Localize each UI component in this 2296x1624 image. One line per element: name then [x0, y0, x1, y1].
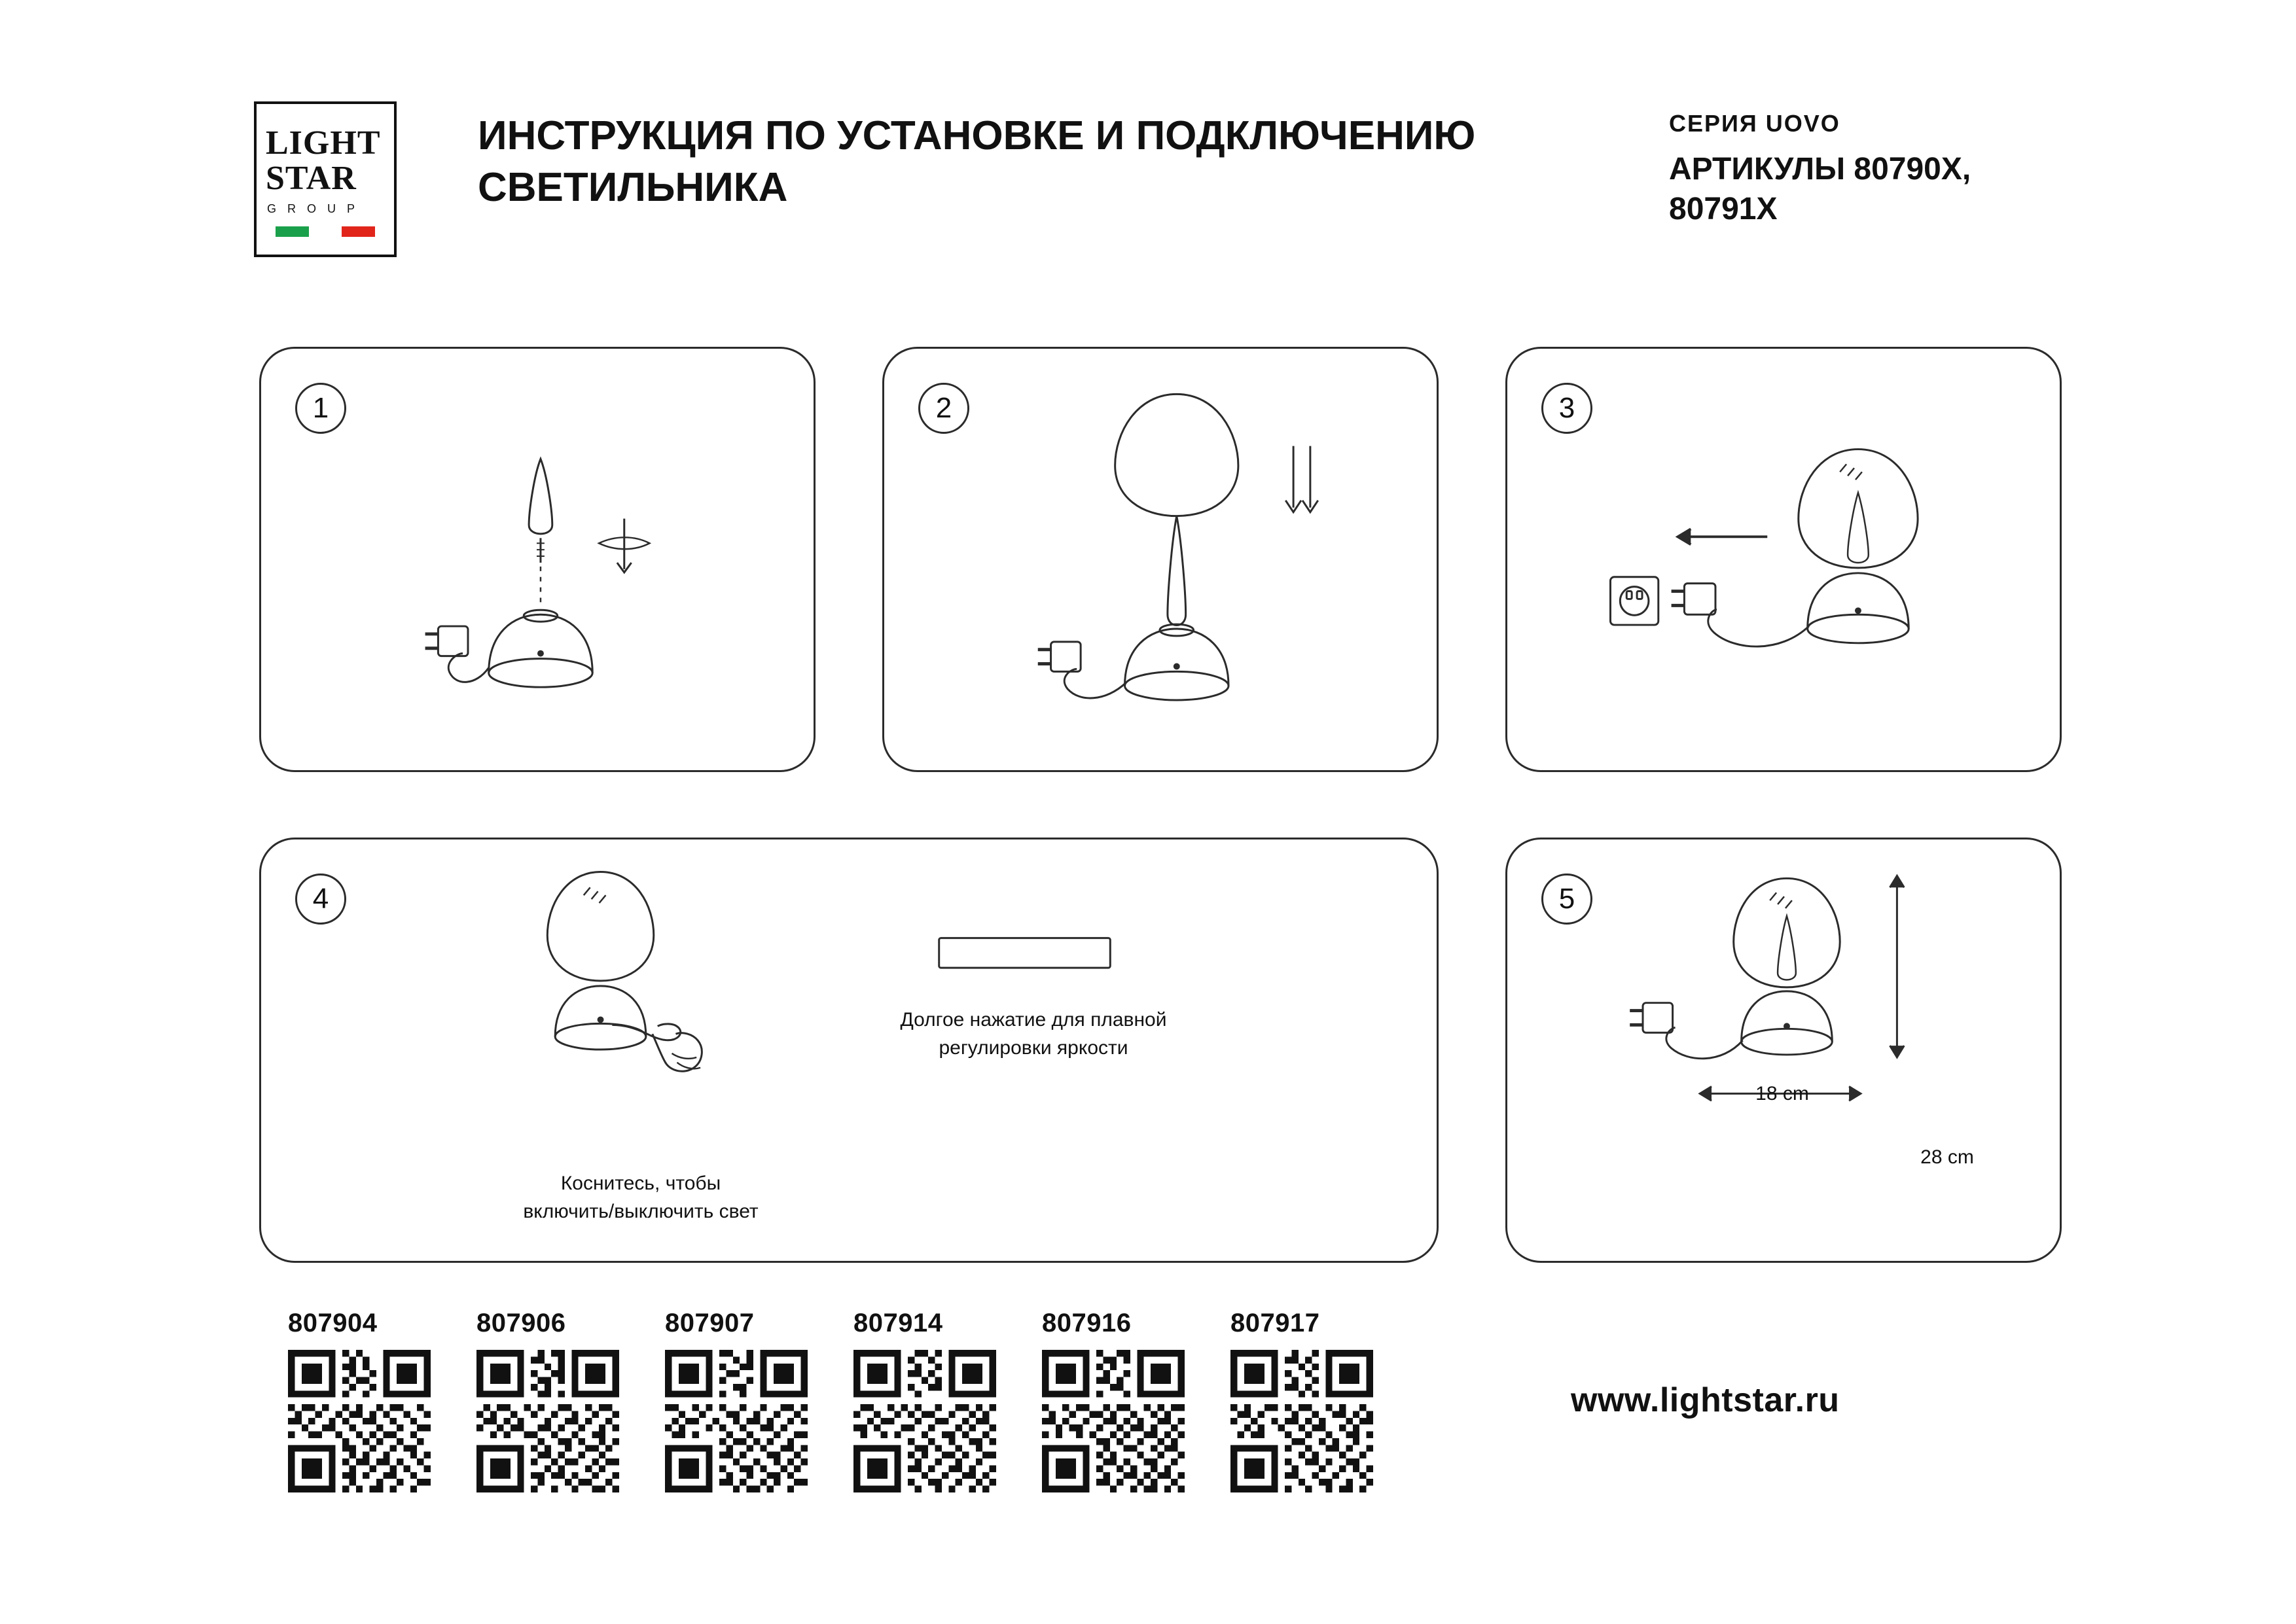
series-label: СЕРИЯ UOVO — [1669, 110, 1840, 137]
qr-item — [1230, 1309, 1381, 1492]
logo-line-1: LIGHT — [266, 124, 381, 162]
qr-code-label: 807906 — [476, 1309, 566, 1337]
height-dimension-label: 28 cm — [1920, 1146, 1974, 1168]
touch-caption-line-2: включить/выключить свет — [523, 1200, 759, 1222]
qr-item — [1042, 1309, 1193, 1492]
document-header — [0, 85, 2296, 294]
step-1-illustration — [261, 349, 814, 770]
series-info — [1669, 110, 2193, 230]
step-3-illustration — [1507, 349, 2060, 770]
italy-flag-icon — [276, 226, 375, 237]
step-number-5: 5 — [1541, 874, 1592, 925]
step-panel-3 — [1505, 347, 2062, 772]
qr-code-label: 807917 — [1230, 1309, 1320, 1337]
qr-code-label: 807904 — [288, 1309, 378, 1337]
qr-code-image — [853, 1350, 996, 1492]
step-2-illustration — [884, 349, 1437, 770]
qr-item — [853, 1309, 1004, 1492]
dim-caption-line-2: регулировки яркости — [939, 1036, 1128, 1059]
qr-code-image — [665, 1350, 808, 1492]
step-5-illustration — [1507, 839, 2060, 1261]
qr-code-row — [288, 1309, 1440, 1505]
step-4-illustration — [261, 839, 1437, 1261]
website-url: www.lightstar.ru — [1571, 1381, 1840, 1419]
step-number-4: 4 — [295, 874, 346, 925]
qr-item — [288, 1309, 439, 1492]
qr-item — [476, 1309, 627, 1492]
step-panel-2 — [882, 347, 1439, 772]
dim-caption-line-1: Долгое нажатие для плавной — [900, 1009, 1167, 1031]
qr-code-label: 807907 — [665, 1309, 755, 1337]
logo-line-2: STAR — [266, 159, 357, 197]
step-panel-1 — [259, 347, 816, 772]
articles-line-2: 80791X — [1669, 192, 1778, 227]
width-dimension-label: 18 cm — [1755, 1083, 1809, 1104]
page-title: ИНСТРУКЦИЯ ПО УСТАНОВКЕ И ПОДКЛЮЧЕНИЮ СВЕТИЛЬНИКА — [478, 113, 1476, 211]
dimming-caption — [850, 1006, 1217, 1062]
qr-code-image — [1042, 1350, 1185, 1492]
step-number-3: 3 — [1541, 383, 1592, 434]
qr-code-image — [288, 1350, 431, 1492]
qr-code-label: 807916 — [1042, 1309, 1132, 1337]
articles-line-1: АРТИКУЛЫ 80790X, — [1669, 152, 1971, 186]
touch-caption-line-1: Коснитесь, чтобы — [560, 1173, 721, 1194]
logo-group-text: G R O U P — [267, 202, 359, 216]
step-panel-4 — [259, 838, 1439, 1263]
qr-code-image — [476, 1350, 619, 1492]
qr-item — [665, 1309, 816, 1492]
step-panel-5 — [1505, 838, 2062, 1263]
step-number-1: 1 — [295, 383, 346, 434]
step-number-2: 2 — [918, 383, 969, 434]
brand-logo — [254, 101, 397, 257]
qr-code-image — [1230, 1350, 1373, 1492]
touch-caption — [484, 1170, 798, 1226]
qr-code-label: 807914 — [853, 1309, 943, 1337]
